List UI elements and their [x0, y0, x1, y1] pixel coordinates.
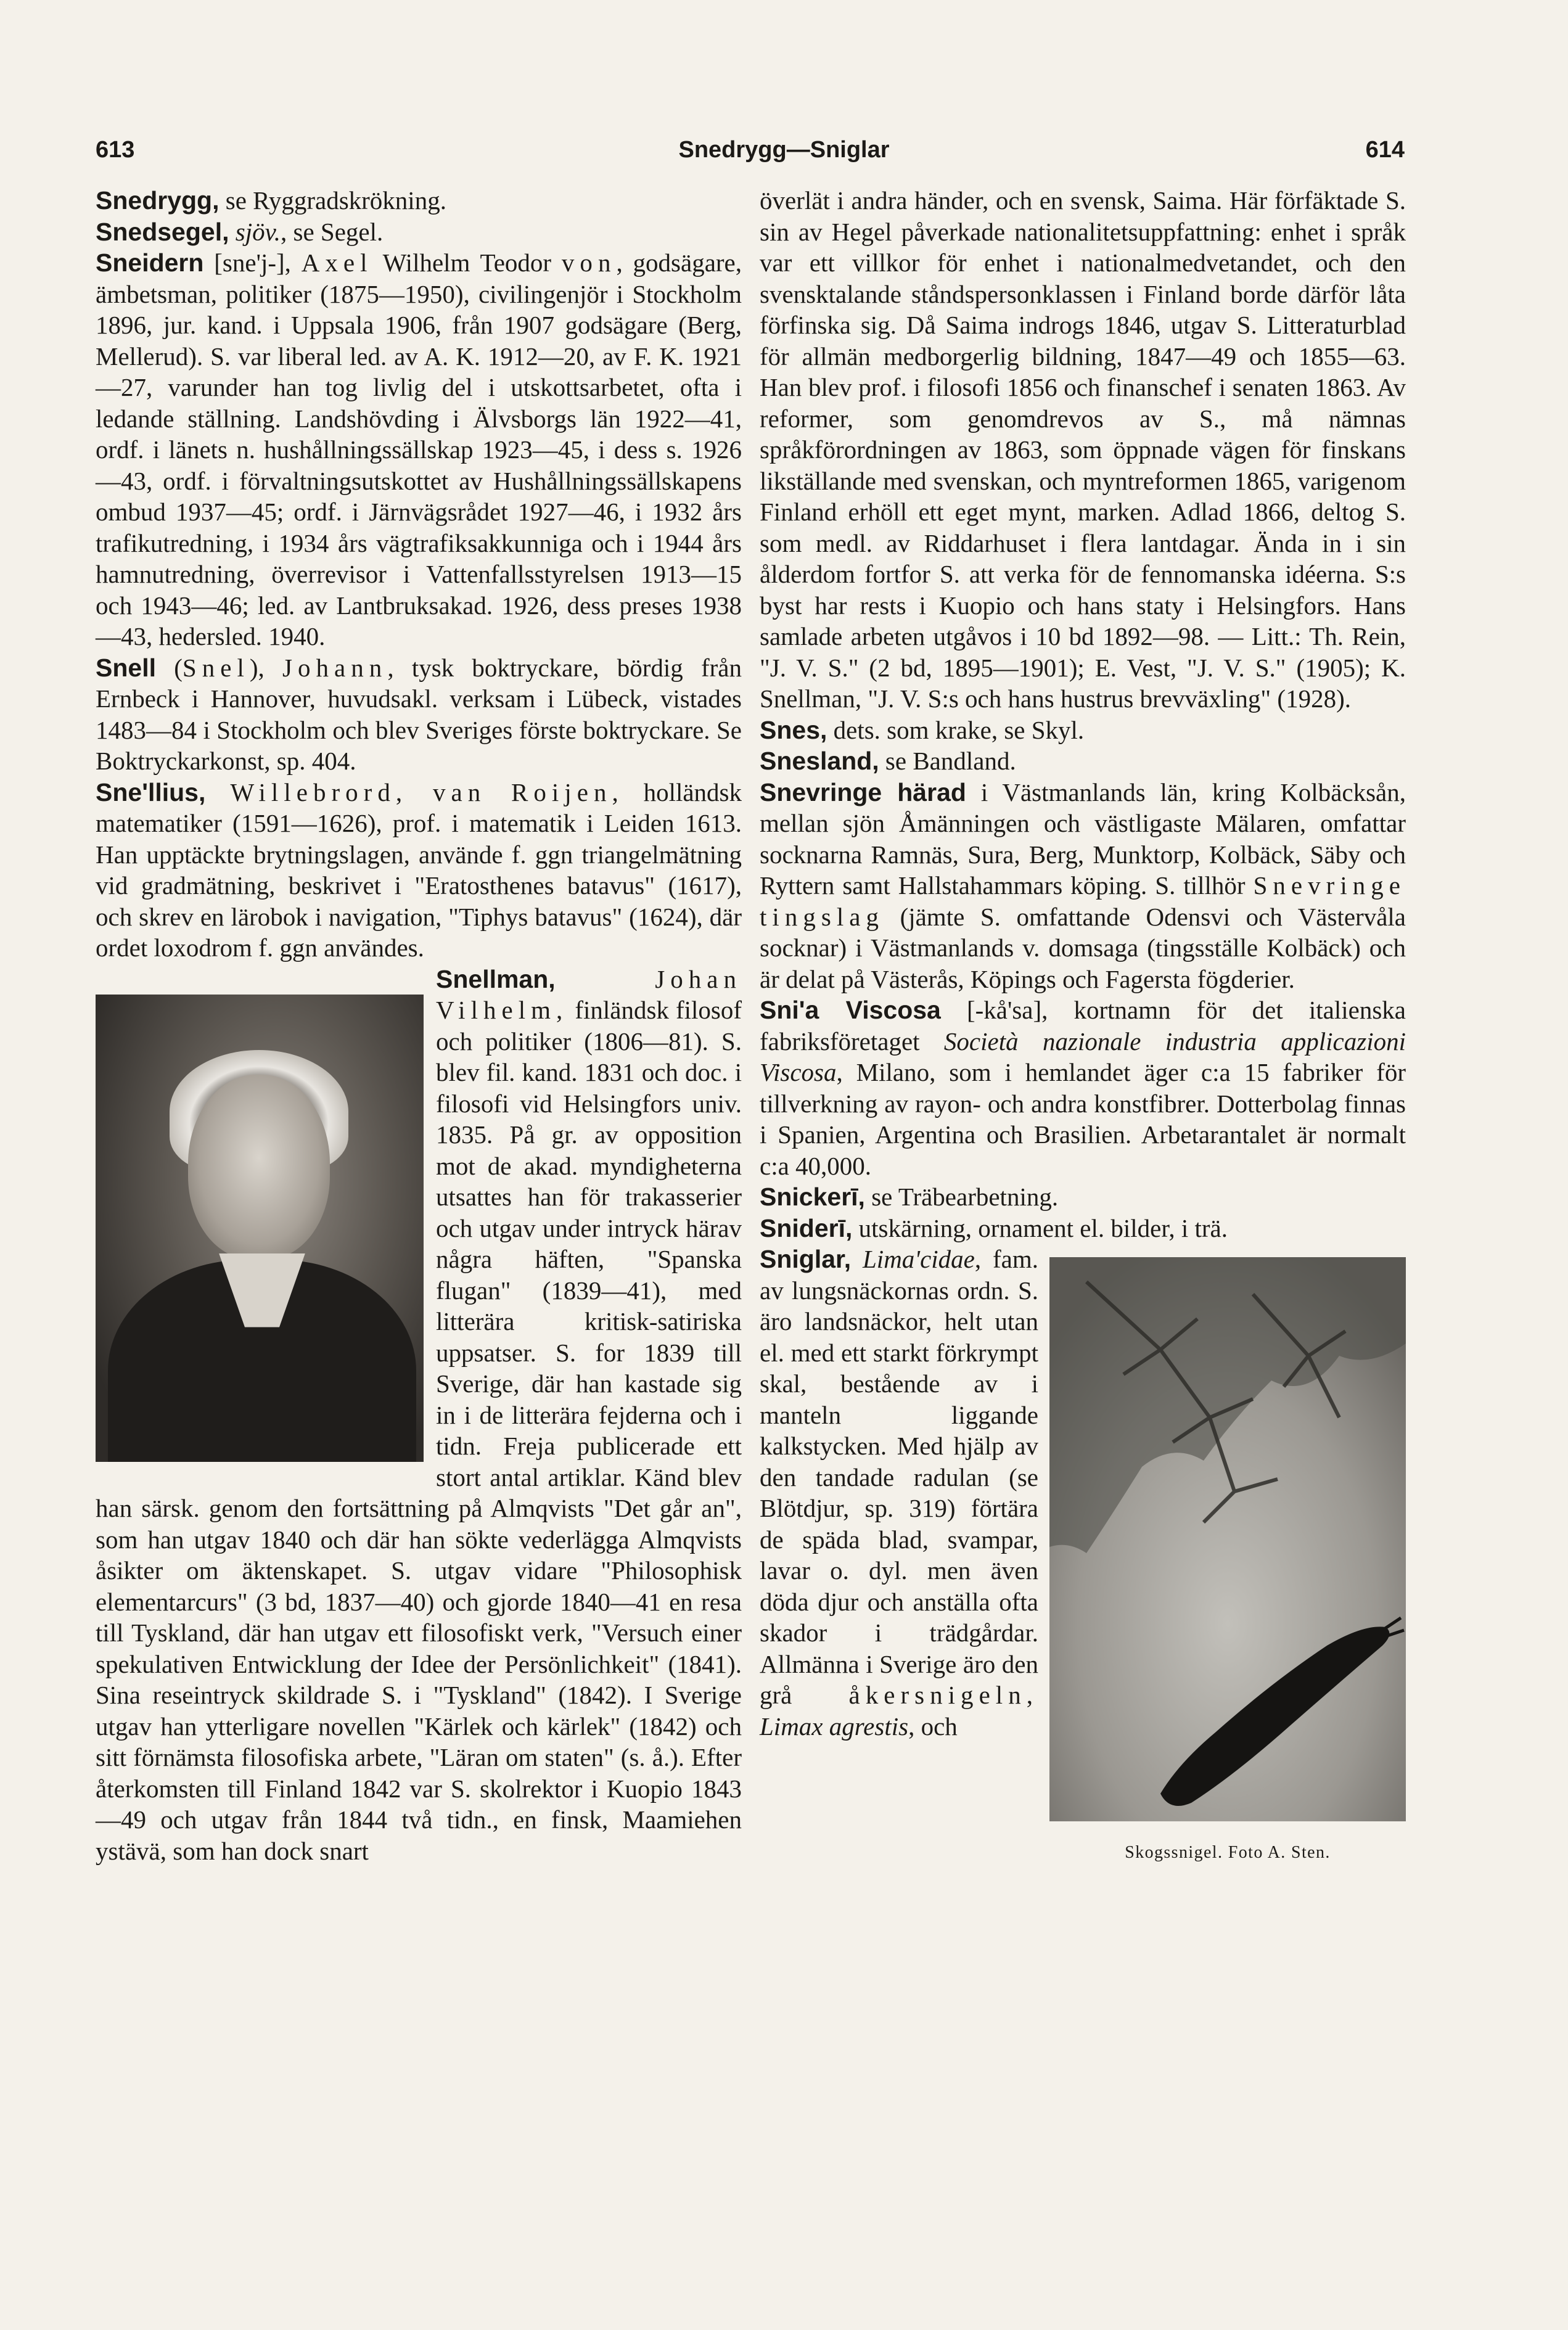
- entry-snellius: Sne'llius, Willebrord, van Roijen, holländsk matematiker (1591—1626), prof. i matematik i Leiden 1613. Han upptäckte brytningslagen, använde f. ggn triangelmätning vid gradmätning, beskrivet i "Eratosthenes batavus" (1617), och skrev en lärobok i navigation, "Tiphys batavus" (1624), där ordet loxodrom f. ggn användes.: [96, 777, 742, 962]
- entry-snickeri: Snickerī, se Träbearbetning.: [760, 1183, 1059, 1211]
- headword: Snell: [96, 653, 156, 682]
- headword: Sni'a Viscosa: [760, 996, 941, 1024]
- headword: Snedsegel,: [96, 217, 229, 246]
- left-column: [96, 185, 742, 1866]
- entry-snideri: Sniderī, utskärning, ornament el. bilder, i trä.: [760, 1213, 1228, 1242]
- entry-snevringe-harad: Snevringe härad i Västmanlands län, kring Kolbäcksån, mellan sjön Åmänningen och västligaste Mälaren, omfattar socknarna Ramnäs, Sura, Berg, Munktorp, Kolbäck, Säby och Ryttern samt Hallstahammars köping. S. tillhör Snevringe tingslag (jämte S. omfattande Odensvi och Västervåla socknar) i Västmanlands v. domsaga (tingsställe Kolbäck) och är delat på Västerås, Köpings och Fagersta fögderier.: [760, 777, 1406, 993]
- headword: Snesland,: [760, 747, 879, 775]
- page-number-right: 614: [1365, 137, 1405, 163]
- headword: Snes,: [760, 715, 827, 744]
- entry-snia-viscosa: Sni'a Viscosa [-kå'sa], kortnamn för det italienska fabriksföretaget Società nazionale industria applicazioni Viscosa, Milano, som i hemlandet äger c:a 15 fabriker för tillverkning av rayon- och andra konstfibrer. Dotterbolag finnas i Spanien, Argentina och Brasilien. Arbetarantalet är normalt c:a 40,000.: [760, 996, 1406, 1180]
- running-head: [0, 137, 1568, 174]
- headword: Sneidern: [96, 248, 204, 277]
- headword: Snevringe härad: [760, 777, 966, 806]
- entry-sniglar: Sniglar, Lima'cidae, fam. av lungsnäckornas ordn. S. äro landsnäckor, helt utan el. med ett starkt förkrympt skal, bestående av i manteln liggande kalkstycken. Med hjälp av den tandade radulan (se Blötdjur, sp. 319) förtära de späda blad, svampar, lavar o. dyl. men även döda djur och anställa ofta skador i trädgårdar. Allmänna i Sverige äro den grå åkersnigeln, Limax agrestis, och: [760, 1245, 1038, 1741]
- right-column: [760, 185, 1406, 1869]
- headword: Sniglar,: [760, 1245, 852, 1273]
- headword: Snedrygg,: [96, 186, 220, 215]
- snellman-portrait: [96, 995, 424, 1462]
- headword: Sniderī,: [760, 1213, 853, 1242]
- page-number-left: 613: [96, 137, 135, 163]
- entry-sneidern: Sneidern [sne'j-], Axel Wilhelm Teodor von, godsägare, ämbetsman, politiker (1875—1950), civilingenjör i Stockholm 1896, jur. kand. i Uppsala 1906, från 1907 godsägare (Berg, Mellerud). S. var liberal led. av A. K. 1912—20, av F. K. 1921—27, varunder han tog livlig del i utskottsarbetet, ofta i ledande ställning. Landshövding i Älvsborgs län 1922—41, ordf. i länets n. hushållningssällskap 1923—45, i dess s. 1926—43, ordf. i förvaltningsutskottet av Hushållningssällskapens ombud 1937—45; ordf. i Järnvägsrådet 1927—46, i 1932 års trafikutredning, i 1934 års vägtrafiksakkunniga och i 1944 års hamnutredning, överrevisor i Vattenfallsstyrelsen 1913—15 och 1943—46; led. av Lantbruksakad. 1926, dess preses 1938—43, hedersled. 1940.: [96, 248, 742, 650]
- entry-snellman-continued: överlät i andra händer, och en svensk, Saima. Här förfäktade S. sin av Hegel påverkade nationalitetsuppfattning: enhet i språk var ett villkor för enhet i nationalmedvetandet, och den svensktalande ståndspersonklassen i Finland borde därför låta förfinska sig. Då Saima indrogs 1846, utgav S. Litteraturblad för allmän medborgerlig bildning, 1847—49 och 1855—63. Han blev prof. i filosofi 1856 och finanschef i senaten 1863. Av reformer, som genomdrevos av S., må nämnas språkförordningen av 1863, som öppnade vägen för finskans likställande med svenskan, och myntreformen 1865, varigenom Finland erhöll ett eget mynt, marken. Adlad 1866, deltog S. som medl. av Riddarhuset i flera lantdagar. Ända in i sin ålderdom fortfor S. att verka för de fennomanska idéerna. S:s byst har rests i Kuopio och hans staty i Helsingfors. Hans samlade arbeten utgåvos i 10 bd 1892—98. — Litt.: Th. Rein, "J. V. S." (2 bd, 1895—1901); E. Vest, "J. V. S." (1905); K. Snellman, "J. V. S:s och hans hustrus brevväxling" (1928).: [760, 186, 1406, 713]
- slug-photo: [1049, 1257, 1406, 1821]
- headword: Sne'llius,: [96, 777, 206, 806]
- headword: Snellman,: [436, 964, 556, 993]
- entry-snesland: Snesland, se Bandland.: [760, 747, 1016, 775]
- entry-snell: Snell (Snel), Johann, tysk boktryckare, bördig från Ernbeck i Hannover, huvudsakl. verksam i Lübeck, vistades 1483—84 i Stockholm och blev Sveriges förste boktryckare. Se Boktryckarkonst, sp. 404.: [96, 653, 742, 775]
- entry-snedrygg: Snedrygg, se Ryggradskrökning.: [96, 186, 446, 215]
- entry-snedsegel: Snedsegel, sjöv., se Segel.: [96, 217, 384, 246]
- headword: Snickerī,: [760, 1183, 865, 1211]
- slug-image: [1049, 1257, 1406, 1821]
- entry-snes: Snes, dets. som krake, se Skyl.: [760, 715, 1085, 744]
- entry-snellman: Snellman, Johan Vilhelm, finländsk filosof och politiker (1806—81). S. blev fil. kand. 1831 och doc. i filosofi vid Helsingfors univ. 1835. På gr. av opposition mot de akad. myndigheterna utsattes han för trakasserier och utgav under intryck härav några häften, "Spanska flugan" (1839—41), med litterära kritisk-satiriska uppsatser. S. for 1839 till Sverige, där han kastade sig in i de litterära fejderna och i tidn. Freja publicerade ett stort antal artiklar. Känd blev han särsk. genom den fortsättning på Almqvists "Det går an", som han utgav 1840 och där han sökte vederlägga Almqvists åsikter om äktenskapet. S. utgav vidare "Philosophisk elementarcurs" (3 bd, 1837—40) och gjorde 1840—41 en resa till Tyskland, där han utgav ett filosofiskt verk, "Versuch einer spekulativen Entwicklung der Idee der Persönlichkeit" (1841). Sina reseintryck skildrade S. i "Tyskland" (1842). I Sverige utgav han ytterligare novellen "Kärlek och kärlek" (1842) och sitt förnämsta filosofiska arbete, "Läran om staten" (s. å.). Efter återkomsten till Finland 1842 var S. skolrektor i Kuopio 1843—49 och utgav från 1844 två tidn., en finsk, Maamiehen ystävä, som han dock snart: [96, 964, 742, 1865]
- page-title: Snedrygg—Sniglar: [678, 137, 890, 163]
- slug-caption: Skogssnigel. Foto A. Sten.: [1125, 1843, 1331, 1862]
- slug-figure: [1049, 1257, 1406, 1869]
